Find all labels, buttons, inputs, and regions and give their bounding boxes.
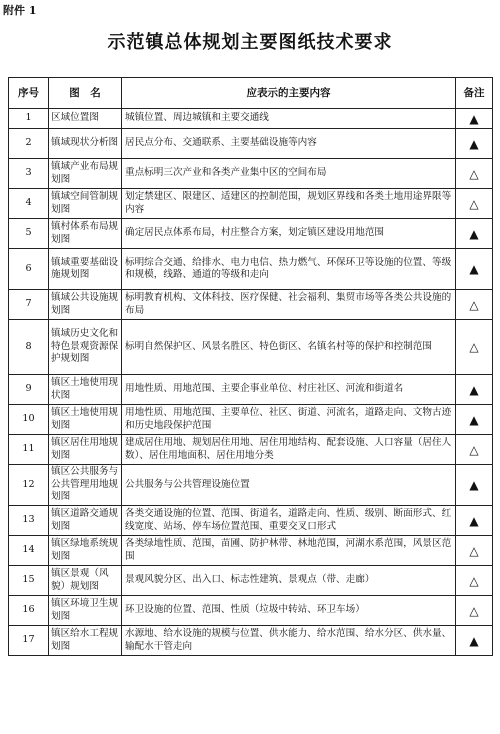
table-row [9, 375, 493, 405]
page-title: 示范镇总体规划主要图纸技术要求 [107, 32, 393, 53]
row-name: 镇村体系布局规划图 [49, 219, 122, 249]
row-note: ▲ [456, 626, 493, 656]
row-content: 各类交通设施的位置、范围、街道名，道路走向、性质、级别、断面形式、红线宽度、站场、停车场位置范围、重要交叉口形式 [122, 506, 456, 536]
row-note: △ [456, 566, 493, 596]
row-name: 镇区景观（风貌）规划图 [49, 566, 122, 596]
row-name: 区域位置图 [49, 109, 122, 129]
row-name: 镇域现状分析图 [49, 129, 122, 159]
row-number: 13 [9, 506, 49, 536]
row-content: 建成居住用地、规划居住用地、居住用地结构、配套设施、人口容量（居住人数）、居住用地面积、居住用地分类 [122, 435, 456, 465]
table-row [9, 109, 493, 129]
row-name: 镇区绿地系统规划图 [49, 536, 122, 566]
row-number: 4 [9, 189, 49, 219]
row-number: 5 [9, 219, 49, 249]
row-number: 1 [9, 109, 49, 129]
row-name: 镇区居住用地规划图 [49, 435, 122, 465]
row-number: 6 [9, 249, 49, 290]
row-note: △ [456, 290, 493, 320]
row-content: 城镇位置、周边城镇和主要交通线 [122, 109, 456, 129]
row-note: △ [456, 189, 493, 219]
row-content: 标明教育机构、文体科技、医疗保健、社会福利、集贸市场等各类公共设施的布局 [122, 290, 456, 320]
row-number: 9 [9, 375, 49, 405]
table-header-row [9, 78, 493, 109]
table-body [9, 109, 493, 656]
row-number: 10 [9, 405, 49, 435]
header-content: 应表示的主要内容 [122, 78, 456, 109]
table-row [9, 435, 493, 465]
row-number: 12 [9, 465, 49, 506]
row-number: 11 [9, 435, 49, 465]
header-name: 图 名 [49, 78, 122, 109]
row-note: ▲ [456, 405, 493, 435]
table-row [9, 249, 493, 290]
header-no: 序号 [9, 78, 49, 109]
row-note: ▲ [456, 109, 493, 129]
table-row [9, 536, 493, 566]
table-row [9, 189, 493, 219]
row-number: 16 [9, 596, 49, 626]
header-note: 备注 [456, 78, 493, 109]
row-name: 镇区给水工程规划图 [49, 626, 122, 656]
row-note: ▲ [456, 465, 493, 506]
row-note: △ [456, 435, 493, 465]
requirements-table [8, 77, 493, 656]
row-content: 划定禁建区、限建区、适建区的控制范围，规划区界线和各类土地用途界限等内容 [122, 189, 456, 219]
table-row [9, 129, 493, 159]
row-name: 镇域产业布局规划图 [49, 159, 122, 189]
row-number: 2 [9, 129, 49, 159]
row-content: 用地性质、用地范围、主要企事业单位、村庄社区、河流和街道名 [122, 375, 456, 405]
table-row [9, 290, 493, 320]
row-number: 14 [9, 536, 49, 566]
row-note: ▲ [456, 249, 493, 290]
table-row [9, 159, 493, 189]
row-content: 水源地、给水设施的规模与位置、供水能力、给水范围、给水分区、供水量、输配水干管走向 [122, 626, 456, 656]
attachment-label: 附件 1 [3, 4, 37, 17]
row-content: 标明自然保护区、风景名胜区、特色街区、名镇名村等的保护和控制范围 [122, 320, 456, 375]
table-row [9, 506, 493, 536]
table-row [9, 405, 493, 435]
row-content: 标明综合交通、给排水、电力电信、热力燃气、环保环卫等设施的位置、等级和规模，线路、通道的等级和走向 [122, 249, 456, 290]
row-name: 镇区环境卫生规划图 [49, 596, 122, 626]
row-note: ▲ [456, 375, 493, 405]
row-content: 景观风貌分区、出入口、标志性建筑、景观点（带、走廊） [122, 566, 456, 596]
row-name: 镇域历史文化和特色景观资源保护规划图 [49, 320, 122, 375]
row-content: 公共服务与公共管理设施位置 [122, 465, 456, 506]
row-note: ▲ [456, 219, 493, 249]
row-content: 确定居民点体系布局，村庄整合方案，划定镇区建设用地范围 [122, 219, 456, 249]
row-number: 3 [9, 159, 49, 189]
table-row [9, 626, 493, 656]
row-number: 17 [9, 626, 49, 656]
row-name: 镇区土地使用现状图 [49, 375, 122, 405]
row-name: 镇区土地使用规划图 [49, 405, 122, 435]
row-content: 各类绿地性质、范围，苗圃、防护林带、林地范围，河湖水系范围，风景区范围 [122, 536, 456, 566]
row-note: △ [456, 596, 493, 626]
table-row [9, 465, 493, 506]
row-note: △ [456, 159, 493, 189]
row-note: ▲ [456, 129, 493, 159]
row-content: 用地性质、用地范围、主要单位、社区、街道、河流名，道路走向、文物古迹和历史地段保护范围 [122, 405, 456, 435]
row-number: 7 [9, 290, 49, 320]
table-row [9, 219, 493, 249]
row-name: 镇域重要基础设施规划图 [49, 249, 122, 290]
row-name: 镇域公共设施规划图 [49, 290, 122, 320]
row-content: 环卫设施的位置、范围、性质（垃圾中转站、环卫车场） [122, 596, 456, 626]
row-name: 镇域空间管制规划图 [49, 189, 122, 219]
table-row [9, 566, 493, 596]
table-row [9, 596, 493, 626]
row-note: △ [456, 536, 493, 566]
row-name: 镇区公共服务与公共管理用地规划图 [49, 465, 122, 506]
row-note: ▲ [456, 506, 493, 536]
table-row [9, 320, 493, 375]
row-content: 居民点分布、交通联系、主要基础设施等内容 [122, 129, 456, 159]
row-number: 8 [9, 320, 49, 375]
row-note: △ [456, 320, 493, 375]
row-name: 镇区道路交通规划图 [49, 506, 122, 536]
row-content: 重点标明三次产业和各类产业集中区的空间布局 [122, 159, 456, 189]
row-number: 15 [9, 566, 49, 596]
